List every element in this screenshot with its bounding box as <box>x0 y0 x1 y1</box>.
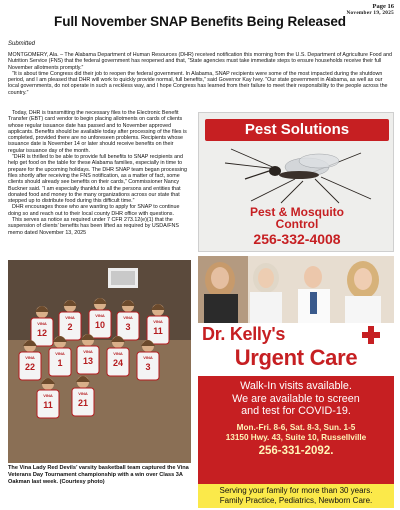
jersey-text: VINA <box>113 351 123 356</box>
mosquito-icon <box>211 143 383 205</box>
jersey-number: 2 <box>67 322 73 332</box>
jersey-number: 11 <box>43 400 53 410</box>
hours-address <box>198 423 394 444</box>
page-number: Page 16 <box>372 3 394 10</box>
paragraph: MONTGOMERY, Ala. – The Alabama Department of Human Resources (DHR) received notification this morning from the U.S. Department of Agriculture Food and Nutrition Service (FNS) that the federal government has reopened and that, “State agencies must take immediate steps to ensure households receive their full November allotments promptly.” <box>8 52 393 71</box>
paragraph: This serves as notice as required under 7 CFR 273.12(e)(1) that the suspension of clients’ benefits has been lifted as required by USDA/FNS memo dated November 13, 2025 <box>8 217 179 236</box>
team-photo <box>8 260 191 463</box>
jersey-number: 22 <box>24 362 36 372</box>
urgent-care-footer: Serving your family for more than 30 years. Family Practice, Pediatrics, Newborn Care. <box>198 484 394 508</box>
article-body-left <box>8 110 191 236</box>
jersey-text: VINA <box>78 391 88 396</box>
article-headline: Full November SNAP Benefits Being Released <box>54 14 346 29</box>
jersey-text: VINA <box>37 321 47 326</box>
jersey-text: VINA <box>143 355 153 360</box>
pest-ad-phone: 256-332-4008 <box>253 231 341 247</box>
jersey-number: 11 <box>153 326 163 336</box>
jersey-text: VINA <box>95 313 105 318</box>
medical-cross-icon <box>362 326 380 344</box>
photo-caption: The Vina Lady Red Devils’ varsity basketball team captured the Vina Veterans Day Tournament championship with a win over Class 3A Oakman last week. (Courtesy photo) <box>8 465 189 485</box>
jersey-number: 13 <box>82 356 94 366</box>
byline: Submitted <box>8 41 36 47</box>
team-photo-image <box>8 260 191 463</box>
paragraph: “It is about time Congress did their job to reopen the federal government. In Alabama, SNAP recipients were some of the most impacted during the shutdown period, and I am pleased that DHR will work to quickly provide normal, full benefits,” said Governor Kay Ivey. “Our state government in Alabama, as well as our local governments, do not operate in such a reckless way, and I hope Congress has learned from their failure to meet their responsibility to the people across the country.” <box>8 70 388 96</box>
paragraph: DHR encourages those who are wanting to apply for SNAP to continue doing so and reach out to their local county DHR office with questions. <box>8 204 180 217</box>
jersey-text: VINA <box>65 315 75 320</box>
jersey-text: VINA <box>153 319 163 324</box>
jersey-number: 3 <box>145 362 151 372</box>
address: 13150 Hwy. 43, Suite 10, Russellville <box>225 433 367 443</box>
staff-photo-image <box>198 256 394 323</box>
jersey-number: 3 <box>125 322 131 332</box>
jersey-text: VINA <box>25 355 35 360</box>
paragraph: “DHR is thrilled to be able to provide full benefits to SNAP recipients and help get food on the table for these Alabama families, especially in time to prepare for the upcoming holidays. The DHR SNAP team began processing files shortly after receiving the FNS notification, as a matter of fact, some clients should already see benefits on their cards,” Commissioner Nancy Buckner said. “I am especially thankful to all the persons and entities that donated food and money to the many organizations across our state that stepped up to distribute food during this difficult time.” <box>8 154 187 205</box>
pest-ad-service: Pest & Mosquito Control <box>249 205 344 231</box>
jersey-number: 10 <box>94 320 106 330</box>
urgent-care-title: Urgent Care <box>234 345 358 370</box>
jersey-number: 1 <box>57 358 63 368</box>
urgent-care-name: Dr. Kelly's <box>202 324 286 344</box>
pest-ad-title: Pest Solutions <box>205 119 389 141</box>
urgent-care-brand <box>198 324 394 374</box>
jersey-number: 21 <box>77 398 89 408</box>
issue-date: November 19, 2025 <box>346 10 394 16</box>
urgent-care-staff-photo <box>198 256 394 323</box>
jersey-number: 12 <box>36 328 48 338</box>
jersey-text: VINA <box>123 315 133 320</box>
jersey-text: VINA <box>43 393 53 398</box>
article-body-top <box>8 52 394 96</box>
pest-solutions-ad <box>198 112 394 252</box>
hours: Mon.-Fri. 8-6, Sat. 8-3, Sun. 1-5 <box>236 422 356 432</box>
jersey-number: 24 <box>112 358 124 368</box>
jersey-text: VINA <box>83 349 93 354</box>
paragraph: Today, DHR is transmitting the necessary files to the Electronic Benefit Transfer (EBT) card vendor to begin placing allotments on cards of clients whose regular issuance date has passed and to November approved applicants. Benefits should be available today after processing of the files is completed, provided there are no unforeseen problems. Recipients whose issuance date is November 14 or later should receive benefits on their regular issuance day of the month. <box>8 110 187 154</box>
walkin-text: Walk-In visits available. We are available to screen and test for COVID-19. <box>232 380 360 418</box>
jersey-text: VINA <box>55 351 65 356</box>
urgent-care-phone: 256-331-2092. <box>258 444 334 457</box>
urgent-care-info <box>198 376 394 484</box>
